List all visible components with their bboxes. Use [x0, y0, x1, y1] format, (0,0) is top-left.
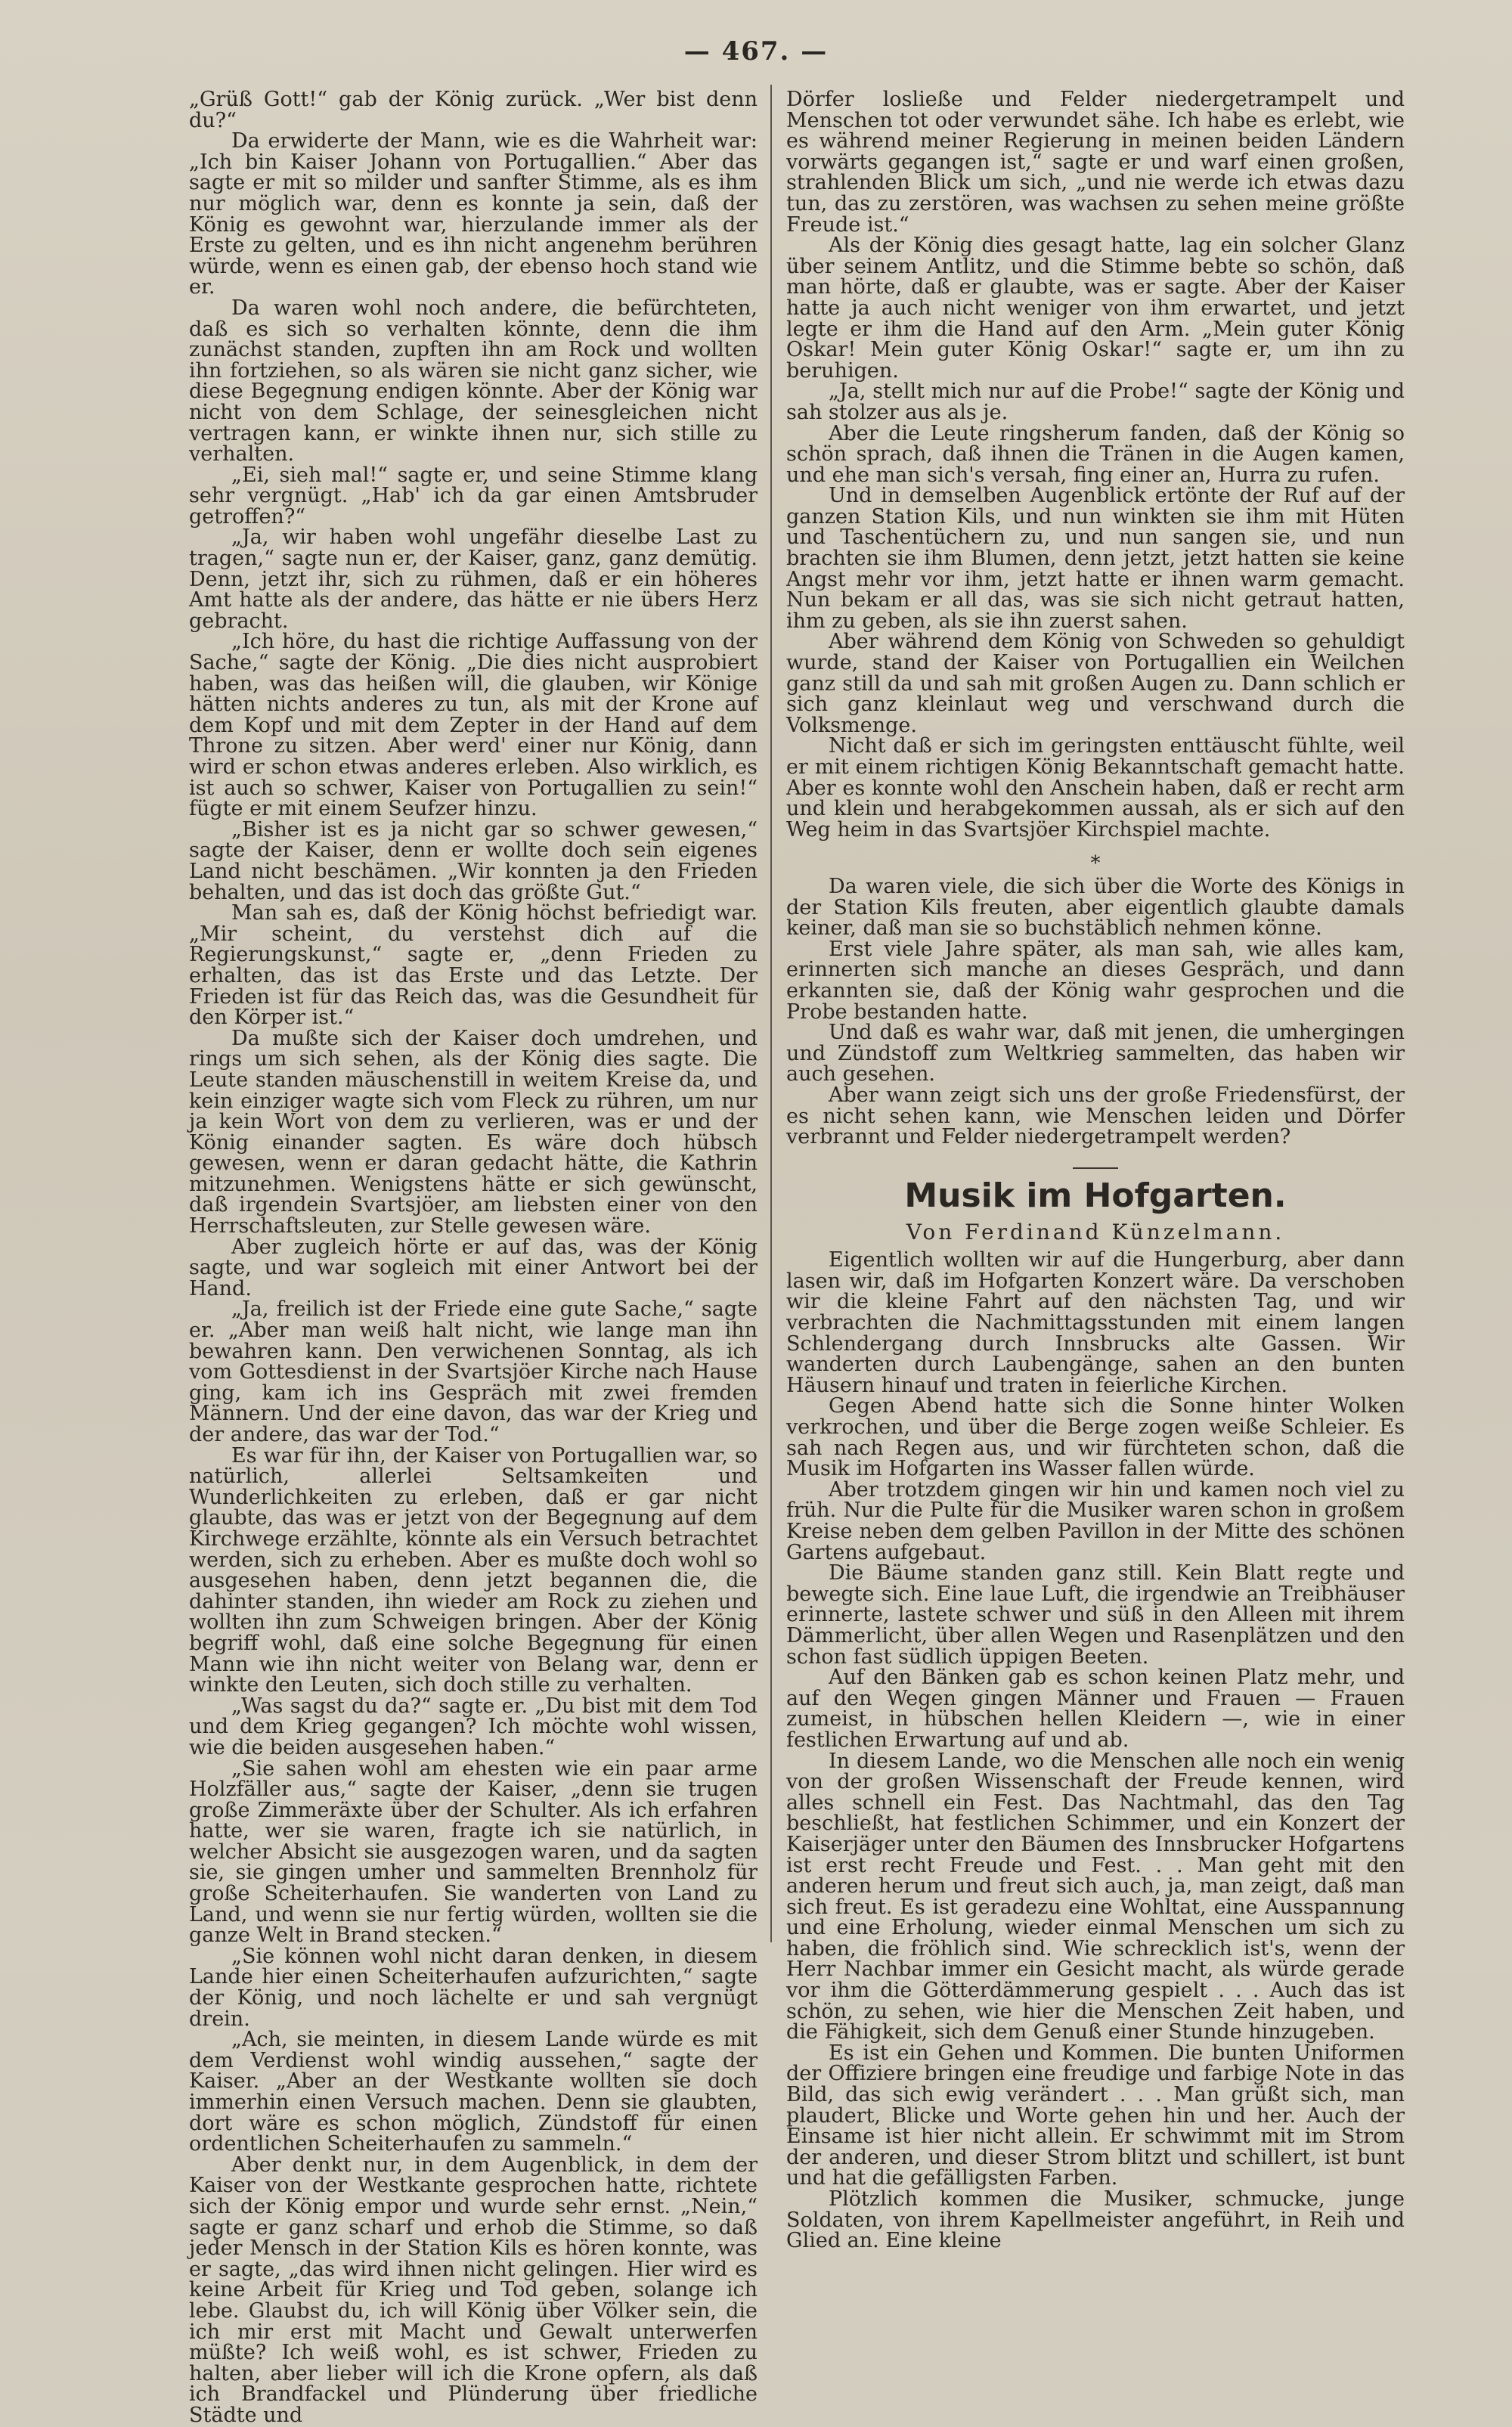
paragraph: Es war für ihn, der Kaiser von Portugallien war, so natürlich, allerlei Seltsamkeiten und Wunderlichkeiten zu erleben, daß er gar nicht glaubte, das was er jetzt von der Begegnung auf dem Kirchwege erzählte, könnte als ein Versuch betrachtet werden, sich zu erheben. Aber es mußte doch wohl so ausgesehen haben, denn jetzt begannen die, die dahinter standen, ihn wieder am Rock zu ziehen und wollten ihn zum Schweigen bringen. Aber der König begriff wohl, daß eine solche Begegnung für einen Mann wie ihn nicht weiter von Belang war, denn er winkte den Leuten, sich doch stille zu verhalten.: [189, 1443, 758, 1697]
paragraph: „Sie sahen wohl am ehesten wie ein paar arme Holzfäller aus,“ sagte der Kaiser, „denn sie trugen große Zimmeräxte über der Schulter. Als ich erfahren hatte, wer sie waren, fragte ich sie natürlich, in welcher Absicht sie ausgezogen waren, und da sagten sie, sie gingen umher und sammelten Brennholz für große Scheiterhaufen. Sie wanderten von Land zu Land, und wenn sie nur fertig würden, wollten sie die ganze Welt in Brand stecken.“: [189, 1756, 758, 1948]
column-divider: [770, 85, 772, 1942]
paragraph: Eigentlich wollten wir auf die Hungerburg, aber dann lasen wir, daß im Hofgarten Konzert wäre. Da verschoben wir die kleine Fahrt auf den nächsten Tag, und wir verbrachten die Nachmittagsstunden mit einem langen Schlendergang durch Innsbrucks alte Gassen. Wir wanderten durch Laubengänge, sahen an den bunten Häusern hinauf und traten in feierliche Kirchen.: [786, 1248, 1405, 1397]
paragraph: Auf den Bänken gab es schon keinen Platz mehr, und auf den Wegen gingen Männer und Frauen — Frauen zumeist, in hübschen hellen Kleidern —, wie in einer festlichen Erwartung auf und ab.: [786, 1666, 1405, 1752]
article-headline: Musik im Hofgarten.: [904, 1176, 1287, 1215]
page-number: — 467. —: [683, 36, 829, 67]
paragraph: „Was sagst du da?“ sagte er. „Du bist mit dem Tod und dem Krieg gegangen? Ich möchte wohl wissen, wie die beiden ausgesehen haben.“: [189, 1694, 758, 1759]
paragraph: Aber wann zeigt sich uns der große Friedensfürst, der es nicht sehen kann, wie Menschen leiden und Dörfer verbrannt und Felder niedergetrampelt werden?: [786, 1083, 1405, 1149]
continued-paragraph: Dörfer losließe und Felder niedergetrampelt und Menschen tot oder verwundet sähe. Ich habe es erlebt, wie es während meiner Regierung in meinen beiden Ländern vorwärts gegangen ist,“ sagte er und warf einen großen, strahlenden Blick um sich, „und nie werde ich etwas dazu tun, das zu zerstören, was wachsen zu sehen meine größte Freude ist.“: [786, 88, 1405, 237]
paragraph: „Grüß Gott!“ gab der König zurück. „Wer bist denn du?“: [189, 88, 758, 132]
paragraph: Plötzlich kommen die Musiker, schmucke, junge Soldaten, von ihrem Kapellmeister angeführt, in Reih und Glied an. Eine kleine: [786, 2187, 1405, 2253]
paragraph: Erst viele Jahre später, als man sah, wie alles kam, erinnerten sich manche an dieses Gespräch, und dann erkannten sie, daß der König wahr gesprochen und die Probe bestanden hatte.: [786, 937, 1405, 1024]
paragraph: Die Bäume standen ganz still. Kein Blatt regte und bewegte sich. Eine laue Luft, die irgendwie an Treibhäuser erinnerte, lastete schwer und süß in den Alleen mit ihrem Dämmerlicht, über allen Wegen und Rasenplätzen und den schon fast südlich üppigen Beeten.: [786, 1561, 1405, 1669]
paragraph: Da waren viele, die sich über die Worte des Königs in der Station Kils freuten, aber eigentlich glaubte damals keiner, daß man sie so buchstäblich nehmen könne.: [786, 874, 1405, 941]
paragraph: Nicht daß er sich im geringsten enttäuscht fühlte, weil er mit einem richtigen König Bekanntschaft gemacht hatte. Aber es konnte wohl den Anschein haben, daß er recht arm und klein und herabgekommen aussah, als er sich auf den Weg heim in das Svartsjöer Kirchspiel machte.: [786, 734, 1405, 842]
paragraph: Aber die Leute ringsherum fanden, daß der König so schön sprach, daß ihnen die Tränen in die Augen kamen, und ehe man sich's versah, fing einer an, Hurra zu rufen.: [786, 421, 1405, 487]
paragraph: Aber zugleich hörte er auf das, was der König sagte, und war sogleich mit einer Antwort bei der Hand.: [189, 1235, 758, 1300]
paragraph: Aber denkt nur, in dem Augenblick, in dem der Kaiser von der Westkante gesprochen hatte, richtete sich der König empor und wurde sehr ernst. „Nein,“ sagte er ganz scharf und erhob die Stimme, so daß jeder Mensch in der Station Kils es hören konnte, was er sagte, „das wird ihnen nicht gelingen. Hier wird es keine Arbeit für Krieg und Tod geben, solange ich lebe. Glaubst du, ich will König über Völker sein, die ich mir erst mit Macht und Gewalt unterwerfen müßte? Ich weiß wohl, es ist schwer, Frieden zu halten, aber lieber will ich die Krone opfern, als daß ich Brandfackel und Plünderung über friedliche Städte und: [189, 2153, 758, 2427]
paragraph: „Ja, stellt mich nur auf die Probe!“ sagte der König und sah stolzer aus als je.: [786, 380, 1405, 424]
paragraph: „Ja, wir haben wohl ungefähr dieselbe Last zu tragen,“ sagte nun er, der Kaiser, ganz, ganz demütig. Denn, jetzt ihr, sich zu rühmen, daß er ein höheres Amt hatte als der andere, das hätte er nie übers Herz gebracht.: [189, 525, 758, 633]
paragraph: In diesem Lande, wo die Menschen alle noch ein wenig von der großen Wissenschaft der Freude kennen, wird alles schnell ein Fest. Das Nachtmahl, das den Tag beschließt, hat festlichen Schimmer, und ein Konzert der Kaiserjäger unter den Bäumen des Innsbrucker Hofgartens ist erst recht Freude und Fest. . . Man geht mit den anderen herum und freut sich auch, ja, man zeigt, daß man sich freut. Es ist geradezu eine Wohltat, eine Ausspannung und eine Erholung, wieder einmal Menschen um sich zu haben, die fröhlich sind. Wie schrecklich ist's, wenn der Herr Nachbar immer ein Gesicht macht, als würde gerade vor ihm die Götterdämmerung gespielt . . . Auch das ist schön, zu sehen, wie hier die Menschen Zeit haben, und die Fähigkeit, sich dem Genuß einer Stunde hinzugeben.: [786, 1749, 1405, 2044]
paragraph: Aber während dem König von Schweden so gehuldigt wurde, stand der Kaiser von Portugallien ein Weilchen ganz still da und sah mit großen Augen zu. Dann schlich er sich ganz kleinlaut weg und verschwand durch die Volksmenge.: [786, 630, 1405, 737]
paragraph: Als der König dies gesagt hatte, lag ein solcher Glanz über seinem Antlitz, und die Stimme bebte so schön, daß man hörte, daß er glaubte, was er sagte. Aber der Kaiser hatte ja auch nicht weniger von ihm erwartet, und jetzt legte er ihm die Hand auf den Arm. „Mein guter König Oskar! Mein guter König Oskar!“ sagte er, um ihn zu beruhigen.: [786, 234, 1405, 383]
paragraph: Und daß es wahr war, daß mit jenen, die umhergingen und Zündstoff zum Weltkrieg sammelten, das haben wir auch gesehen.: [786, 1021, 1405, 1086]
section-separator-star: *: [1090, 852, 1101, 876]
paragraph: Gegen Abend hatte sich die Sonne hinter Wolken verkrochen, und über die Berge zogen weiße Schleier. Es sah nach Regen aus, und wir fürchteten schon, daß die Musik im Hofgarten ins Wasser fallen würde.: [786, 1394, 1405, 1481]
paragraph: Da erwiderte der Mann, wie es die Wahrheit war: „Ich bin Kaiser Johann von Portugallien.“ Aber das sagte er mit so milder und sanfter Stimme, als es ihm nur möglich war, denn es konnte ja sein, daß der König es gewohnt war, hierzulande immer als der Erste zu gelten, und es ihn nicht angenehm berühren würde, wenn es einen gab, der ebenso hoch stand wie er.: [189, 129, 758, 299]
paragraph: Es ist ein Gehen und Kommen. Die bunten Uniformen der Offiziere bringen eine freudige und farbige Note in das Bild, das sich ewig verändert . . . Man grüßt sich, man plaudert, Blicke und Worte gehen hin und her. Auch der Einsame ist hier nicht allein. Er schwimmt mit im Strom der anderen, und dieser Strom blitzt und schillert, ist bunt und hat die gefälligsten Farben.: [786, 2041, 1405, 2190]
paragraph: Aber trotzdem gingen wir hin und kamen noch viel zu früh. Nur die Pulte für die Musiker waren schon in großem Kreise neben dem gelben Pavillon in der Mitte des schönen Gartens aufgebaut.: [786, 1477, 1405, 1564]
paragraph: „Ei, sieh mal!“ sagte er, und seine Stimme klang sehr vergnügt. „Hab' ich da gar einen Amtsbruder getroffen?“: [189, 463, 758, 528]
paragraph: Und in demselben Augenblick ertönte der Ruf auf der ganzen Station Kils, und nun winkten sie ihm mit Hüten und Taschentüchern zu, und nun sangen sie, und nun brachten sie ihm Blumen, denn jetzt, jetzt hatten sie keine Angst mehr vor ihm, jetzt hatte er ihnen warm gemacht. Nun bekam er all das, was sie sich nicht getraut hatten, ihm zu geben, als sie ihn zuerst sahen.: [786, 484, 1405, 633]
paragraph: „Ja, freilich ist der Friede eine gute Sache,“ sagte er. „Aber man weiß halt nicht, wie lange man ihn bewahren kann. Den verwichenen Sonntag, als ich vom Gottesdienst in der Svartsjöer Kirche nach Hause ging, kam ich ins Gespräch mit zwei fremden Männern. Und der eine davon, das war der Krieg und der andere, das war der Tod.“: [189, 1297, 758, 1446]
paragraph: Da waren wohl noch andere, die befürchteten, daß es sich so verhalten könnte, denn die ihm zunächst standen, zupften ihn am Rock und wollten ihn fortziehen, so als wären sie nicht ganz sicher, wie diese Begegnung endigen könnte. Aber der König war nicht von dem Schlage, der seinesgleichen nicht vertragen kann, er winkte ihnen nur, sich stille zu verhalten.: [189, 296, 758, 466]
paragraph: Man sah es, daß der König höchst befriedigt war. „Mir scheint, du verstehst dich auf die Regierungskunst,“ sagte er, „denn Frieden zu erhalten, das ist das Erste und das Letzte. Der Frieden ist für das Reich das, was die Gesundheit für den Körper ist.“: [189, 901, 758, 1030]
right-column: [786, 88, 1405, 2253]
headline-rule: [1073, 1167, 1118, 1169]
paragraph: Da mußte sich der Kaiser doch umdrehen, und rings um sich sehen, als der König dies sagte. Die Leute standen mäuschenstill in weitem Kreise da, und kein einziger wagte sich vom Fleck zu rühren, um nur ja kein Wort von dem zu verlieren, was er und der König einander sagten. Es wäre doch hübsch gewesen, wenn er daran gedacht hätte, die Kathrin mitzunehmen. Wenigstens hätte er sich gewünscht, daß irgendein Svartsjöer, am liebsten einer von den Herrschaftsleuten, zur Stelle gewesen wäre.: [189, 1026, 758, 1238]
article-byline: Von Ferdinand Künzelmann.: [906, 1219, 1285, 1244]
left-column: [189, 88, 758, 2427]
paragraph: „Ach, sie meinten, in diesem Lande würde es mit dem Verdienst wohl windig aussehen,“ sagte der Kaiser. „Aber an der Westkante wollten sie doch immerhin einen Versuch machen. Denn sie glaubten, dort wäre es schon möglich, Zündstoff für einen ordentlichen Scheiterhaufen zu sammeln.“: [189, 2028, 758, 2156]
paragraph: „Bisher ist es ja nicht gar so schwer gewesen,“ sagte der Kaiser, denn er wollte doch sein eigenes Land nicht beschämen. „Wir konnten ja den Frieden behalten, und das ist doch das größte Gut.“: [189, 817, 758, 904]
paragraph: „Ich höre, du hast die richtige Auffassung von der Sache,“ sagte der König. „Die dies nicht ausprobiert haben, was das heißen will, die glauben, wir Könige hätten nichts anderes zu tun, als mit der Krone auf dem Kopf und mit dem Zepter in der Hand auf dem Throne zu sitzen. Aber werd' einer nur König, dann wird er schon etwas anderes erleben. Also wirklich, es ist auch so schwer, Kaiser von Portugallien zu sein!“ fügte er mit einem Seufzer hinzu.: [189, 630, 758, 821]
paragraph: „Sie können wohl nicht daran denken, in diesem Lande hier einen Scheiterhaufen aufzurichten,“ sagte der König, und noch lächelte er und sah vergnügt drein.: [189, 1944, 758, 2031]
